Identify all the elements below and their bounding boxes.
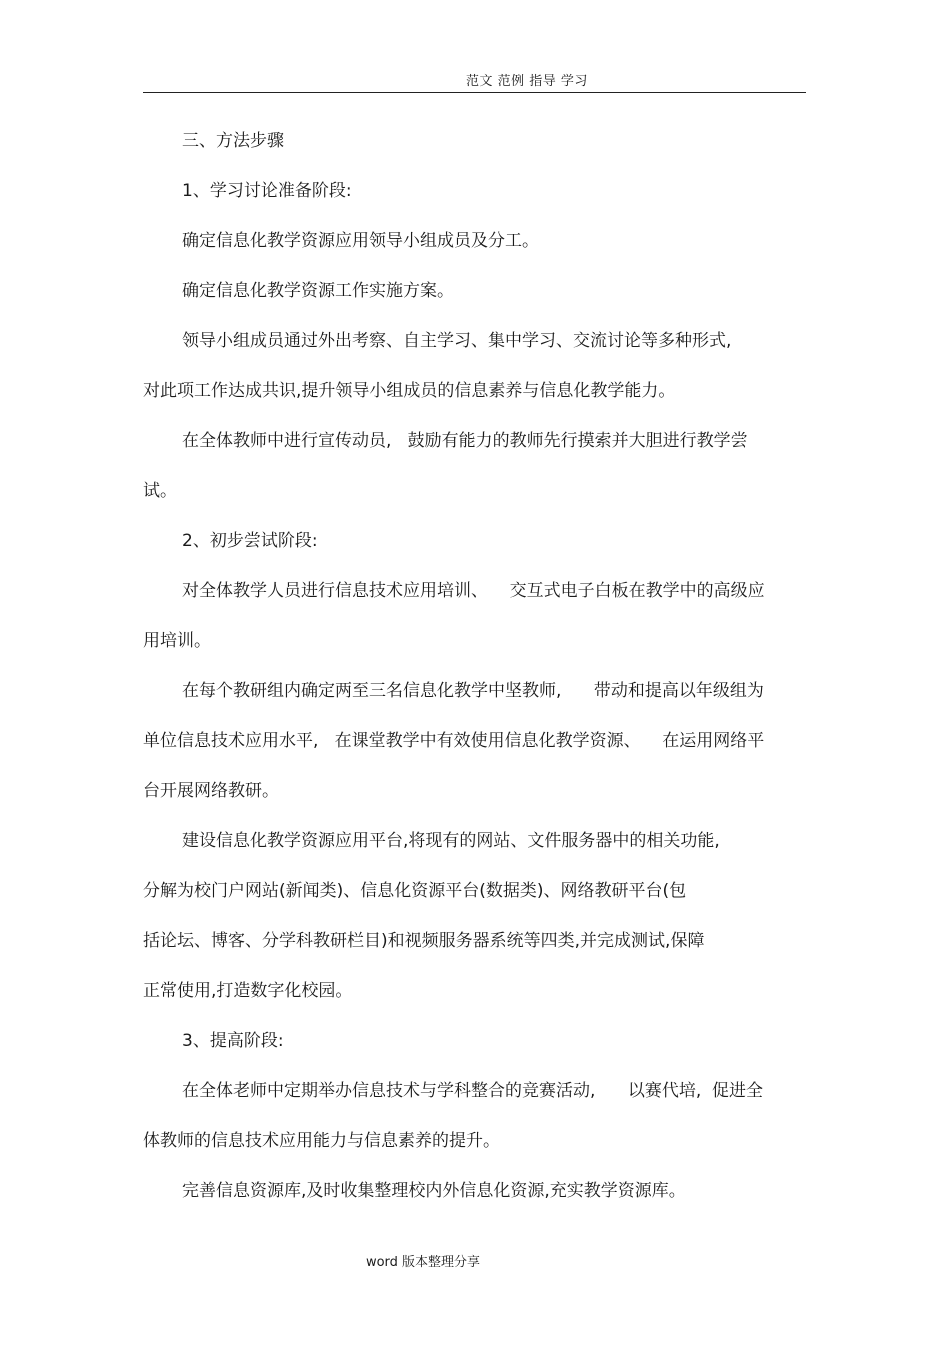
- section-heading: 三、方法步骤: [182, 131, 284, 151]
- paragraph-line: 括论坛、博客、分学科教研栏目)和视频服务器系统等四类,并完成测试,保障: [143, 931, 705, 951]
- step-heading-3: 3、提高阶段:: [182, 1031, 284, 1051]
- page-footer: [0, 1251, 950, 1270]
- paragraph-line: 在全体教师中进行宣传动员, 鼓励有能力的教师先行摸索并大胆进行教学尝: [182, 431, 748, 451]
- paragraph-line: 确定信息化教学资源应用领导小组成员及分工。: [182, 231, 539, 251]
- header-text: 范文 范例 指导 学习: [466, 74, 588, 89]
- paragraph-line: 用培训。: [143, 631, 211, 651]
- step-heading-2: 2、初步尝试阶段:: [182, 531, 318, 551]
- paragraph-line: 建设信息化教学资源应用平台,将现有的网站、文件服务器中的相关功能,: [182, 831, 720, 851]
- paragraph-line: 分解为校门户网站(新闻类)、信息化资源平台(数据类)、网络教研平台(包: [143, 881, 687, 901]
- paragraph-line: 试。: [143, 481, 177, 501]
- step-heading-1: 1、学习讨论准备阶段:: [182, 181, 352, 201]
- footer-text: word 版本整理分享: [365, 1255, 481, 1270]
- paragraph-line: 在全体老师中定期举办信息技术与学科整合的竞赛活动, 以赛代培, 促进全: [182, 1081, 764, 1101]
- paragraph-line: 单位信息技术应用水平, 在课堂教学中有效使用信息化教学资源、 在运用网络平: [143, 731, 765, 751]
- paragraph-line: 在每个教研组内确定两至三名信息化教学中坚教师, 带动和提高以年级组为: [182, 681, 764, 701]
- paragraph-line: 正常使用,打造数字化校园。: [143, 981, 353, 1001]
- paragraph-line: 对全体教学人员进行信息技术应用培训、 交互式电子白板在教学中的高级应: [182, 581, 765, 601]
- paragraph-line: 确定信息化教学资源工作实施方案。: [182, 281, 454, 301]
- paragraph-line: 领导小组成员通过外出考察、自主学习、集中学习、交流讨论等多种形式,: [182, 331, 732, 351]
- paragraph-line: 完善信息资源库,及时收集整理校内外信息化资源,充实教学资源库。: [182, 1181, 686, 1201]
- paragraph-line: 台开展网络教研。: [143, 781, 279, 801]
- paragraph-line: 体教师的信息技术应用能力与信息素养的提升。: [143, 1131, 500, 1151]
- paragraph-line: 对此项工作达成共识,提升领导小组成员的信息素养与信息化教学能力。: [143, 381, 676, 401]
